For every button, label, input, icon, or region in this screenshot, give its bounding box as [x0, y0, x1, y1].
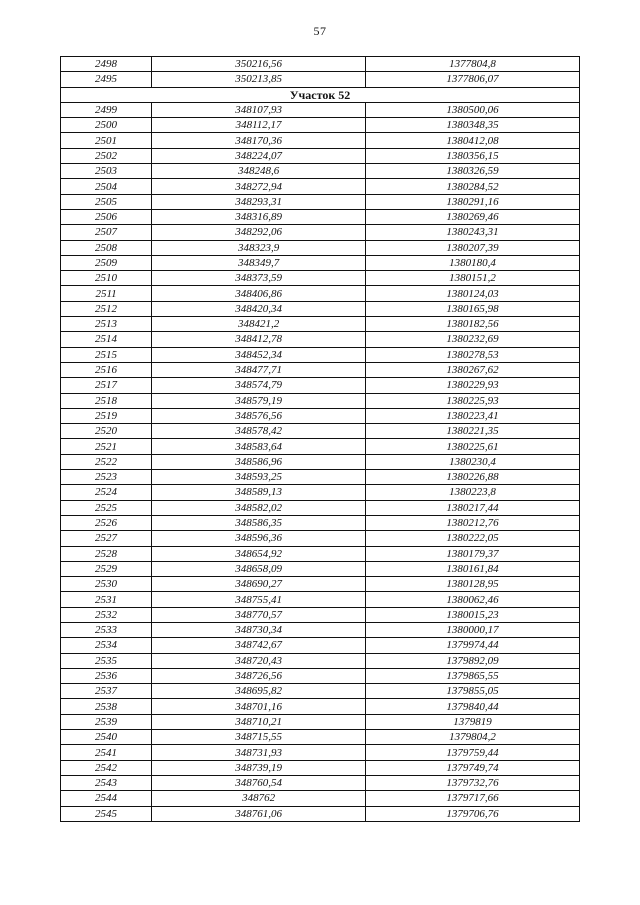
- point-number-cell: 2509: [61, 255, 152, 270]
- table-row: [61, 531, 580, 546]
- x-coordinate-cell: 348731,93: [152, 745, 366, 760]
- point-number-cell: 2539: [61, 714, 152, 729]
- table-row: [61, 240, 580, 255]
- x-coordinate-cell: 348574,79: [152, 378, 366, 393]
- y-coordinate-cell: 1380222,05: [366, 531, 580, 546]
- x-coordinate-cell: 348582,02: [152, 500, 366, 515]
- point-number-cell: 2516: [61, 362, 152, 377]
- table-row: [61, 225, 580, 240]
- x-coordinate-cell: 348586,35: [152, 515, 366, 530]
- x-coordinate-cell: 348170,36: [152, 133, 366, 148]
- y-coordinate-cell: 1380348,35: [366, 118, 580, 133]
- y-coordinate-cell: 1380412,08: [366, 133, 580, 148]
- table-row: [61, 347, 580, 362]
- point-number-cell: 2531: [61, 592, 152, 607]
- x-coordinate-cell: 348578,42: [152, 424, 366, 439]
- y-coordinate-cell: 1380151,2: [366, 271, 580, 286]
- point-number-cell: 2523: [61, 470, 152, 485]
- point-number-cell: 2505: [61, 194, 152, 209]
- table-row: [61, 72, 580, 87]
- point-number-cell: 2513: [61, 317, 152, 332]
- table-row: [61, 301, 580, 316]
- table-row: [61, 439, 580, 454]
- point-number-cell: 2522: [61, 454, 152, 469]
- x-coordinate-cell: 348412,78: [152, 332, 366, 347]
- y-coordinate-cell: 1380062,46: [366, 592, 580, 607]
- y-coordinate-cell: 1379759,44: [366, 745, 580, 760]
- point-number-cell: 2499: [61, 102, 152, 117]
- point-number-cell: 2508: [61, 240, 152, 255]
- x-coordinate-cell: 348710,21: [152, 714, 366, 729]
- y-coordinate-cell: 1380165,98: [366, 301, 580, 316]
- x-coordinate-cell: 348421,2: [152, 317, 366, 332]
- x-coordinate-cell: 348755,41: [152, 592, 366, 607]
- table-row: [61, 133, 580, 148]
- table-row: [61, 255, 580, 270]
- point-number-cell: 2518: [61, 393, 152, 408]
- y-coordinate-cell: 1380180,4: [366, 255, 580, 270]
- table-row: [61, 760, 580, 775]
- point-number-cell: 2514: [61, 332, 152, 347]
- table-row: [61, 561, 580, 576]
- y-coordinate-cell: 1379840,44: [366, 699, 580, 714]
- point-number-cell: 2501: [61, 133, 152, 148]
- x-coordinate-cell: 348596,36: [152, 531, 366, 546]
- y-coordinate-cell: 1377804,8: [366, 57, 580, 72]
- table-row: [61, 362, 580, 377]
- table-row: [61, 668, 580, 683]
- table-row: [61, 317, 580, 332]
- point-number-cell: 2520: [61, 424, 152, 439]
- x-coordinate-cell: 348695,82: [152, 684, 366, 699]
- x-coordinate-cell: 348323,9: [152, 240, 366, 255]
- x-coordinate-cell: 348272,94: [152, 179, 366, 194]
- y-coordinate-cell: 1379749,74: [366, 760, 580, 775]
- point-number-cell: 2517: [61, 378, 152, 393]
- y-coordinate-cell: 1380179,37: [366, 546, 580, 561]
- point-number-cell: 2529: [61, 561, 152, 576]
- table-row: [61, 332, 580, 347]
- table-row: [61, 791, 580, 806]
- table-row: [61, 745, 580, 760]
- y-coordinate-cell: 1379855,05: [366, 684, 580, 699]
- x-coordinate-cell: 348293,31: [152, 194, 366, 209]
- point-number-cell: 2542: [61, 760, 152, 775]
- point-number-cell: 2526: [61, 515, 152, 530]
- point-number-cell: 2534: [61, 638, 152, 653]
- table-row: [61, 271, 580, 286]
- table-row: [61, 179, 580, 194]
- point-number-cell: 2530: [61, 577, 152, 592]
- x-coordinate-cell: 350213,85: [152, 72, 366, 87]
- y-coordinate-cell: 1380230,4: [366, 454, 580, 469]
- x-coordinate-cell: 348701,16: [152, 699, 366, 714]
- y-coordinate-cell: 1380161,84: [366, 561, 580, 576]
- y-coordinate-cell: 1379865,55: [366, 668, 580, 683]
- point-number-cell: 2503: [61, 164, 152, 179]
- y-coordinate-cell: 1379804,2: [366, 730, 580, 745]
- y-coordinate-cell: 1380226,88: [366, 470, 580, 485]
- x-coordinate-cell: 348583,64: [152, 439, 366, 454]
- point-number-cell: 2498: [61, 57, 152, 72]
- table-row: [61, 714, 580, 729]
- point-number-cell: 2519: [61, 408, 152, 423]
- x-coordinate-cell: 348112,17: [152, 118, 366, 133]
- y-coordinate-cell: 1380223,8: [366, 485, 580, 500]
- y-coordinate-cell: 1380128,95: [366, 577, 580, 592]
- table-row: [61, 500, 580, 515]
- x-coordinate-cell: 348762: [152, 791, 366, 806]
- y-coordinate-cell: 1380243,31: [366, 225, 580, 240]
- x-coordinate-cell: 348248,6: [152, 164, 366, 179]
- y-coordinate-cell: 1379706,76: [366, 806, 580, 821]
- x-coordinate-cell: 348720,43: [152, 653, 366, 668]
- table-row: [61, 485, 580, 500]
- x-coordinate-cell: 348406,86: [152, 286, 366, 301]
- table-row: [61, 148, 580, 163]
- y-coordinate-cell: 1380232,69: [366, 332, 580, 347]
- table-row: [61, 806, 580, 821]
- point-number-cell: 2533: [61, 622, 152, 637]
- coordinates-table-body: [61, 57, 580, 822]
- table-row: [61, 454, 580, 469]
- table-row: [61, 775, 580, 790]
- point-number-cell: 2504: [61, 179, 152, 194]
- point-number-cell: 2510: [61, 271, 152, 286]
- point-number-cell: 2543: [61, 775, 152, 790]
- table-row: [61, 393, 580, 408]
- x-coordinate-cell: 348593,25: [152, 470, 366, 485]
- point-number-cell: 2532: [61, 607, 152, 622]
- y-coordinate-cell: 1380217,44: [366, 500, 580, 515]
- x-coordinate-cell: 348579,19: [152, 393, 366, 408]
- table-row: [61, 164, 580, 179]
- point-number-cell: 2512: [61, 301, 152, 316]
- y-coordinate-cell: 1380015,23: [366, 607, 580, 622]
- x-coordinate-cell: 348373,59: [152, 271, 366, 286]
- point-number-cell: 2525: [61, 500, 152, 515]
- section-title: Участок 52: [61, 87, 580, 102]
- point-number-cell: 2524: [61, 485, 152, 500]
- point-number-cell: 2540: [61, 730, 152, 745]
- table-row: [61, 194, 580, 209]
- table-row: [61, 57, 580, 72]
- point-number-cell: 2506: [61, 209, 152, 224]
- y-coordinate-cell: 1380000,17: [366, 622, 580, 637]
- point-number-cell: 2537: [61, 684, 152, 699]
- table-row: [61, 546, 580, 561]
- point-number-cell: 2536: [61, 668, 152, 683]
- y-coordinate-cell: 1380284,52: [366, 179, 580, 194]
- table-row: [61, 684, 580, 699]
- point-number-cell: 2541: [61, 745, 152, 760]
- x-coordinate-cell: 348726,56: [152, 668, 366, 683]
- y-coordinate-cell: 1379717,66: [366, 791, 580, 806]
- y-coordinate-cell: 1380124,03: [366, 286, 580, 301]
- y-coordinate-cell: 1380326,59: [366, 164, 580, 179]
- table-row: [61, 378, 580, 393]
- point-number-cell: 2495: [61, 72, 152, 87]
- table-row: [61, 102, 580, 117]
- y-coordinate-cell: 1380212,76: [366, 515, 580, 530]
- table-row: [61, 577, 580, 592]
- table-row: [61, 653, 580, 668]
- table-row: [61, 607, 580, 622]
- x-coordinate-cell: 348761,06: [152, 806, 366, 821]
- x-coordinate-cell: 348224,07: [152, 148, 366, 163]
- x-coordinate-cell: 348770,57: [152, 607, 366, 622]
- x-coordinate-cell: 348742,67: [152, 638, 366, 653]
- coordinates-table: [60, 56, 580, 822]
- y-coordinate-cell: 1377806,07: [366, 72, 580, 87]
- x-coordinate-cell: 350216,56: [152, 57, 366, 72]
- point-number-cell: 2535: [61, 653, 152, 668]
- x-coordinate-cell: 348589,13: [152, 485, 366, 500]
- x-coordinate-cell: 348316,89: [152, 209, 366, 224]
- y-coordinate-cell: 1380269,46: [366, 209, 580, 224]
- point-number-cell: 2502: [61, 148, 152, 163]
- table-row: [61, 424, 580, 439]
- y-coordinate-cell: 1380291,16: [366, 194, 580, 209]
- x-coordinate-cell: 348739,19: [152, 760, 366, 775]
- section-header-row: [61, 87, 580, 102]
- x-coordinate-cell: 348715,55: [152, 730, 366, 745]
- table-row: [61, 638, 580, 653]
- x-coordinate-cell: 348760,54: [152, 775, 366, 790]
- table-row: [61, 699, 580, 714]
- point-number-cell: 2544: [61, 791, 152, 806]
- x-coordinate-cell: 348730,34: [152, 622, 366, 637]
- table-row: [61, 622, 580, 637]
- y-coordinate-cell: 1380225,61: [366, 439, 580, 454]
- point-number-cell: 2507: [61, 225, 152, 240]
- x-coordinate-cell: 348292,06: [152, 225, 366, 240]
- x-coordinate-cell: 348107,93: [152, 102, 366, 117]
- table-row: [61, 118, 580, 133]
- y-coordinate-cell: 1380267,62: [366, 362, 580, 377]
- table-row: [61, 209, 580, 224]
- x-coordinate-cell: 348654,92: [152, 546, 366, 561]
- point-number-cell: 2528: [61, 546, 152, 561]
- table-row: [61, 515, 580, 530]
- y-coordinate-cell: 1380225,93: [366, 393, 580, 408]
- y-coordinate-cell: 1380221,35: [366, 424, 580, 439]
- y-coordinate-cell: 1379732,76: [366, 775, 580, 790]
- x-coordinate-cell: 348576,56: [152, 408, 366, 423]
- y-coordinate-cell: 1379892,09: [366, 653, 580, 668]
- point-number-cell: 2521: [61, 439, 152, 454]
- point-number-cell: 2515: [61, 347, 152, 362]
- table-row: [61, 592, 580, 607]
- x-coordinate-cell: 348690,27: [152, 577, 366, 592]
- y-coordinate-cell: 1380223,41: [366, 408, 580, 423]
- point-number-cell: 2545: [61, 806, 152, 821]
- x-coordinate-cell: 348658,09: [152, 561, 366, 576]
- y-coordinate-cell: 1380500,06: [366, 102, 580, 117]
- point-number-cell: 2527: [61, 531, 152, 546]
- x-coordinate-cell: 348586,96: [152, 454, 366, 469]
- y-coordinate-cell: 1379974,44: [366, 638, 580, 653]
- y-coordinate-cell: 1380182,56: [366, 317, 580, 332]
- point-number-cell: 2500: [61, 118, 152, 133]
- y-coordinate-cell: 1380229,93: [366, 378, 580, 393]
- page-number: 57: [313, 24, 327, 38]
- table-row: [61, 286, 580, 301]
- x-coordinate-cell: 348420,34: [152, 301, 366, 316]
- x-coordinate-cell: 348452,34: [152, 347, 366, 362]
- x-coordinate-cell: 348477,71: [152, 362, 366, 377]
- y-coordinate-cell: 1379819: [366, 714, 580, 729]
- table-row: [61, 730, 580, 745]
- y-coordinate-cell: 1380207,39: [366, 240, 580, 255]
- y-coordinate-cell: 1380356,15: [366, 148, 580, 163]
- x-coordinate-cell: 348349,7: [152, 255, 366, 270]
- point-number-cell: 2511: [61, 286, 152, 301]
- y-coordinate-cell: 1380278,53: [366, 347, 580, 362]
- table-row: [61, 408, 580, 423]
- table-row: [61, 470, 580, 485]
- point-number-cell: 2538: [61, 699, 152, 714]
